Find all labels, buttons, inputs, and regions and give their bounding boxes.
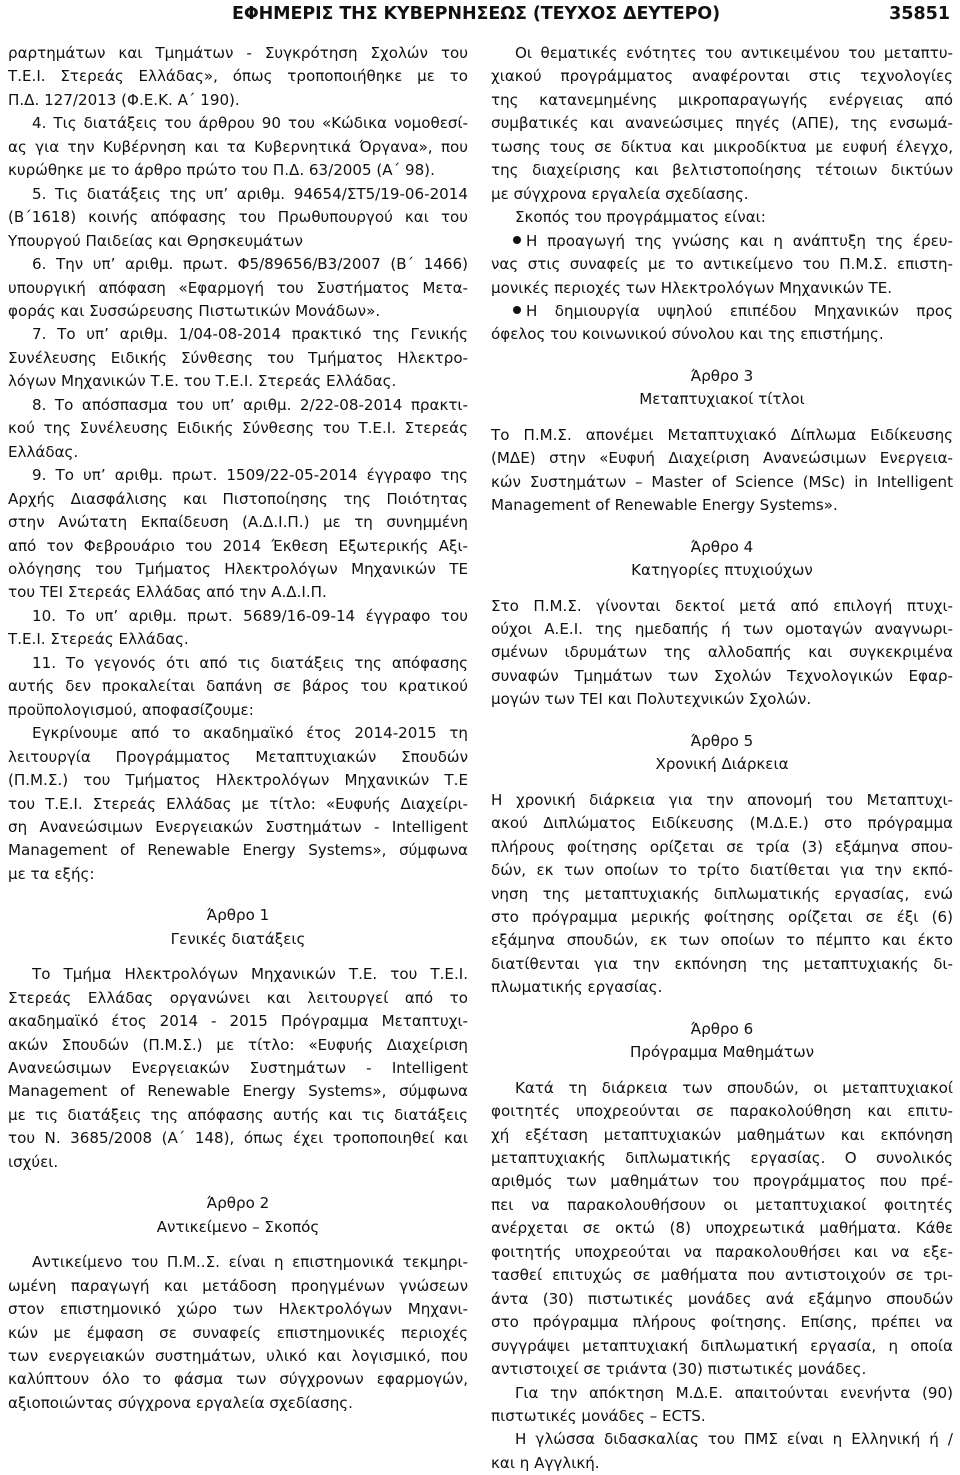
- text-line: κυρώθηκε με το άρθρο πρώτο του Π.Δ. 63/2005 (Α΄ 98).: [8, 161, 435, 180]
- text-line: με σύγχρονα εργαλεία σχεδίασης.: [491, 184, 749, 203]
- text-line: Η προαγωγή της γνώσης και η ανάπτυξη της έρευ-: [526, 231, 953, 250]
- text-line: στον επιστημονικό χώρο των Ηλεκτρολόγων Μηχανι-: [8, 1300, 468, 1319]
- text-line: 4. Τις διατάξεις του άρθρου 90 του «Κώδικα νομοθεσί-: [32, 114, 468, 133]
- text-line: σμένων ιδρυμάτων της αλλοδαπής και συγκεκριμένα: [491, 643, 953, 662]
- text-line: (Π.Μ.Σ.) του Τμήματος Ηλεκτρολόγων Μηχανικών Τ.Ε: [8, 771, 468, 790]
- text-line: Η χρονική διάρκεια για την απονομή του Μεταπτυχι-: [491, 790, 953, 809]
- text-line: χιακού προγράμματος αναφέρονται στις τεχνολογίες: [491, 67, 953, 86]
- article-5-subtitle: Χρονική Διάρκεια: [655, 755, 789, 774]
- text-line: Ανανεώσιμων Ενεργειακών Συστημάτων - Intelligent: [8, 1059, 468, 1078]
- text-line: στο πρόγραμμα μερικής φοίτησης ορίζεται σε έξι (6): [491, 907, 953, 926]
- right-column: [491, 42, 953, 1475]
- text-line: συμβατικές και ανανεώσιμες πηγές (ΑΠΕ), της ενσωμά-: [491, 114, 953, 133]
- text-line: συναφών Τμημάτων των Σχολών Τεχνολογικών Εφαρ-: [491, 666, 953, 685]
- text-line: των ενεργειακών συστημάτων, υλικό και λογισμικό, που: [8, 1347, 468, 1366]
- text-line: πει να παρακολουθήσουν οι μεταπτυχιακοί φοιτητές: [491, 1195, 953, 1214]
- text-line: Π.Δ. 127/2013 (Φ.Ε.Κ. Α΄ 190).: [8, 90, 240, 109]
- text-line: μογών των ΤΕΙ και Πολυτεχνικών Σχολών.: [491, 690, 812, 709]
- text-line: Για την απόκτηση Μ.Δ.Ε. απαιτούνται ενενήντα (90): [515, 1383, 953, 1402]
- text-line: όφελος του κοινωνικού σύνολου και της επιστήμης.: [491, 325, 884, 344]
- text-line: κού της Συνέλευσης Ειδικής Σύνθεσης του Τ.Ε.Ι. Στερεάς: [8, 419, 468, 438]
- text-line: τασθεί επιτυχώς σε μαθήματα που αντιστοιχούν σε τρι-: [491, 1266, 953, 1285]
- text-line: Αρχής Διασφάλισης και Πιστοποίησης της Ποιότητας: [8, 489, 468, 508]
- article-3-subtitle: Μεταπτυχιακοί τίτλοι: [639, 390, 805, 409]
- text-line: Αντικείμενο του Π.Μ..Σ. είναι η επιστημονικά τεκμηρι-: [32, 1253, 468, 1272]
- text-line: Η δημιουργία υψηλού επιπέδου Μηχανικών προς: [526, 301, 953, 320]
- text-line: λειτουργία Προγράμματος Μεταπτυχιακών Σπουδών: [8, 747, 468, 766]
- text-line: από τον Φεβρουάριο του 2014 Έκθεση Εξωτερικής Αξι-: [8, 536, 468, 555]
- text-line: χή εξέταση μεταπτυχιακών μαθημάτων και εκπόνηση: [491, 1125, 953, 1144]
- article-1-title: Άρθρο 1: [206, 906, 270, 925]
- text-line: φοιτητές υποχρεούνται σε παρακολούθηση και επιτυ-: [491, 1102, 953, 1121]
- text-line: αριθμός των μαθημάτων του προγράμματος που πρέ-: [491, 1172, 953, 1191]
- text-line: Υπουργού Παιδείας και Θρησκευμάτων: [8, 231, 303, 250]
- text-line: λόγων Μηχανικών Τ.Ε. του Τ.Ε.Ι. Στερεάς Ελλάδας.: [8, 372, 397, 391]
- text-line: Τ.Ε.Ι. Στερεάς Ελλάδας», όπως τροποποιήθηκε με το: [8, 67, 468, 86]
- text-line: φοιτητής υποχρεούται να παρακολουθήσει και να εξε-: [491, 1242, 953, 1261]
- text-line: Στο Π.Μ.Σ. γίνονται δεκτοί μετά από επιλογή πτυχι-: [491, 596, 953, 615]
- text-line: ούχοι Α.Ε.Ι. της ημεδαπής ή των ομοταγών αναγνωρι-: [491, 619, 953, 638]
- text-line: (ΜΔΕ) στην «Ευφυή Διαχείριση Ανανεώσιμων Ενεργεια-: [491, 449, 953, 468]
- text-line: Στερεάς Ελλάδας οργανώνει και λειτουργεί από το: [8, 988, 468, 1007]
- text-line: ραρτημάτων και Τμημάτων - Συγκρότηση Σχολών του: [8, 44, 468, 62]
- text-line: Το Π.Μ.Σ. απονέμει Μεταπτυχιακό Δίπλωμα Ειδίκευσης: [491, 425, 953, 444]
- text-line: ση Ανανεώσιμων Ενεργειακών Συστημάτων - Intelligent: [8, 817, 468, 836]
- article-5-title: Άρθρο 5: [690, 731, 754, 750]
- page-number: 35851: [889, 4, 950, 24]
- text-line: Management of Renewable Energy Systems».: [491, 496, 838, 515]
- text-line: Ελλάδας.: [8, 442, 79, 461]
- text-line: δών, εκ των οποίων το τρίτο διατίθεται για την εκπό-: [491, 861, 953, 880]
- article-2-title: Άρθρο 2: [206, 1194, 270, 1213]
- left-column: [8, 42, 468, 1415]
- text-line: πιστωτικές μονάδες – ECTS.: [491, 1407, 706, 1426]
- text-line: Τ.Ε.Ι. Στερεάς Ελλάδας.: [8, 630, 189, 649]
- text-line: Κατά τη διάρκεια των σπουδών, οι μεταπτυχιακοί: [515, 1078, 953, 1097]
- article-4-subtitle: Κατηγορίες πτυχιούχων: [631, 561, 813, 580]
- text-line: Η γλώσσα διδασκαλίας του ΠΜΣ είναι η Ελληνική ή /: [515, 1430, 953, 1449]
- bullet-icon: [513, 306, 521, 314]
- text-line: Σκοπός του προγράμματος είναι:: [515, 208, 766, 227]
- text-line: αξιοποιώντας σύγχρονα εργαλεία σχεδίασης.: [8, 1393, 353, 1412]
- text-line: μεταπτυχιακής διπλωματικής εργασίας. Ο συνολικός: [491, 1149, 953, 1168]
- text-line: νας στις συναφείς με το αντικείμενο του Π.Μ.Σ. επιστη-: [491, 255, 953, 274]
- text-line: Management of Renewable Energy Systems», σύμφωνα: [8, 841, 468, 860]
- text-line: ακαδημαϊκό έτος 2014 - 2015 Πρόγραμμα Μεταπτυχι-: [8, 1012, 468, 1031]
- text-line: άντα (30) πιστωτικές μονάδες ανά εξάμηνο σπουδών: [491, 1289, 953, 1308]
- text-line: 8. Το απόσπασμα του υπ’ αριθμ. 2/22-08-2014 πρακτι-: [32, 395, 468, 414]
- text-line: πλήρους φοίτησης ορίζεται σε τρία (3) εξάμηνα σπου-: [491, 837, 953, 856]
- text-line: 10. Το υπ’ αριθμ. πρωτ. 5689/16-09-14 έγγραφο του: [32, 606, 468, 625]
- page-header: [0, 0, 960, 40]
- text-line: κών Συστημάτων – Master of Science (MSc) in Intelligent: [491, 472, 953, 491]
- text-line: ας για την Κυβέρνηση και τα Κυβερνητικά Όργανα», που: [8, 137, 468, 156]
- text-line: τωσης τους σε δίκτυα και μικροδίκτυα με ευφυή έλεγχο,: [491, 137, 953, 156]
- text-line: ακών Σπουδών (Π.Μ.Σ.) με τίτλο: «Ευφυής Διαχείριση: [8, 1035, 468, 1054]
- text-line: 5. Τις διατάξεις της υπ’ αριθμ. 94654/ΣΤ5/19-06-2014: [32, 184, 468, 203]
- bullet-item: [491, 300, 953, 323]
- text-line: Εγκρίνουμε από το ακαδημαϊκό έτος 2014-2015 τη: [32, 724, 468, 743]
- article-1-subtitle: Γενικές διατάξεις: [170, 929, 306, 948]
- text-line: στο πρόγραμμα πλήρους φοίτησης. Επίσης, πρέπει να: [491, 1313, 953, 1332]
- text-line: του Τ.Ε.Ι. Στερεάς Ελλάδας με τίτλο: «Ευφυής Διαχείρι-: [8, 794, 468, 813]
- text-line: συγγράψει μεταπτυχιακή διπλωματική εργασία, η οποία: [491, 1336, 953, 1355]
- text-line: μονικές περιοχές των Ηλεκτρολόγων Μηχανικών ΤΕ.: [491, 278, 893, 297]
- text-line: ολόγησης του Τμήματος Ηλεκτρολόγων Μηχανικών ΤΕ: [8, 559, 468, 578]
- text-line: Το Τμήμα Ηλεκτρολόγων Μηχανικών Τ.Ε. του Τ.Ε.Ι.: [32, 965, 468, 984]
- bullet-icon: [513, 236, 521, 244]
- text-line: του ΤΕΙ Στερεάς Ελλάδας από την Α.Δ.Ι.Π.: [8, 583, 327, 602]
- article-6-title: Άρθρο 6: [690, 1019, 754, 1038]
- text-line: ακού Διπλώματος Ειδίκευσης (Μ.Δ.Ε.) στο πρόγραμμα: [491, 814, 953, 833]
- article-4-title: Άρθρο 4: [690, 537, 754, 556]
- text-line: εξάμηνα σπουδών, εκ των οποίων το πέμπτο και έκτο: [491, 931, 953, 950]
- text-line: διατίθενται για την εκπόνηση της μεταπτυχιακής δι-: [491, 954, 953, 973]
- text-line: 9. Το υπ’ αριθμ. πρωτ. 1509/22-05-2014 έγγραφο της: [32, 466, 468, 485]
- text-line: Οι θεματικές ενότητες του αντικειμένου του μεταπτυ-: [515, 44, 953, 62]
- article-6-subtitle: Πρόγραμμα Μαθημάτων: [629, 1043, 815, 1062]
- text-line: καλύπτουν όλο το φάσμα των σύγχρονων εφαρμογών,: [8, 1370, 468, 1389]
- text-line: του Ν. 3685/2008 (Α΄ 148), όπως έχει τροποποιηθεί και: [8, 1129, 468, 1148]
- text-line: προϋπολογισμού, αποφασίζουμε:: [8, 700, 254, 719]
- article-2-subtitle: Αντικείμενο – Σκοπός: [156, 1217, 320, 1236]
- text-line: ισχύει.: [8, 1152, 59, 1171]
- text-line: της κατανεμημένης μικροπαραγωγής ενέργειας από: [491, 90, 953, 109]
- text-line: της διαχείρισης και βελτιστοποίησης τέτοιων δικτύων: [491, 161, 953, 180]
- text-line: 6. Την υπ’ αριθμ. πρωτ. Φ5/89656/Β3/2007 (Β΄ 1466): [32, 255, 468, 274]
- text-line: πλωματικής εργασίας.: [491, 978, 663, 997]
- gazette-title: ΕΦΗΜΕΡΙΣ ΤΗΣ ΚΥΒΕΡΝΗΣΕΩΣ (ΤΕΥΧΟΣ ΔΕΥΤΕΡΟ): [232, 4, 720, 24]
- bullet-item: [491, 230, 953, 253]
- text-line: ανέρχεται σε οκτώ (8) υποχρεωτικά μαθήματα. Κάθε: [491, 1219, 953, 1238]
- text-line: με τις διατάξεις της απόφασης αυτής και τις διατάξεις: [8, 1105, 468, 1124]
- text-line: 11. Το γεγονός ότι από τις διατάξεις της απόφασης: [32, 653, 468, 672]
- text-line: και η Αγγλική.: [491, 1453, 600, 1472]
- text-line: στην Ανώτατη Εκπαίδευση (Α.Δ.Ι.Π.) με τη συνημμένη: [8, 513, 468, 532]
- text-line: (Β΄1618) κοινής απόφασης του Πρωθυπουργού και του: [8, 208, 468, 227]
- text-line: αυτής δεν προκαλείται δαπάνη σε βάρος του κρατικού: [8, 677, 468, 696]
- text-line: Management of Renewable Energy Systems», σύμφωνα: [8, 1082, 468, 1101]
- text-line: με τα εξής:: [8, 864, 95, 883]
- text-line: υπουργική απόφαση «Εφαρμογή του Συστήματος Μετα-: [8, 278, 468, 297]
- text-line: φοράς και Συσσώρευσης Πιστωτικών Μονάδων».: [8, 301, 381, 320]
- text-line: Συνέλευσης Ειδικής Σύνθεσης του Τμήματος Ηλεκτρο-: [8, 348, 468, 367]
- text-line: νηση της μεταπτυχιακής διπλωματικής εργασίας, ενώ: [491, 884, 953, 903]
- text-line: αντιστοιχεί σε τριάντα (30) πιστωτικές μονάδες.: [491, 1360, 867, 1379]
- text-line: 7. Το υπ’ αριθμ. 1/04-08-2014 πρακτικό της Γενικής: [32, 325, 468, 344]
- text-line: ωμένη παραγωγή και μετάδοση προηγμένων γνώσεων: [8, 1276, 468, 1295]
- text-line: κών με έμφαση σε συναφείς επιστημονικές περιοχές: [8, 1323, 468, 1342]
- article-3-title: Άρθρο 3: [690, 366, 754, 385]
